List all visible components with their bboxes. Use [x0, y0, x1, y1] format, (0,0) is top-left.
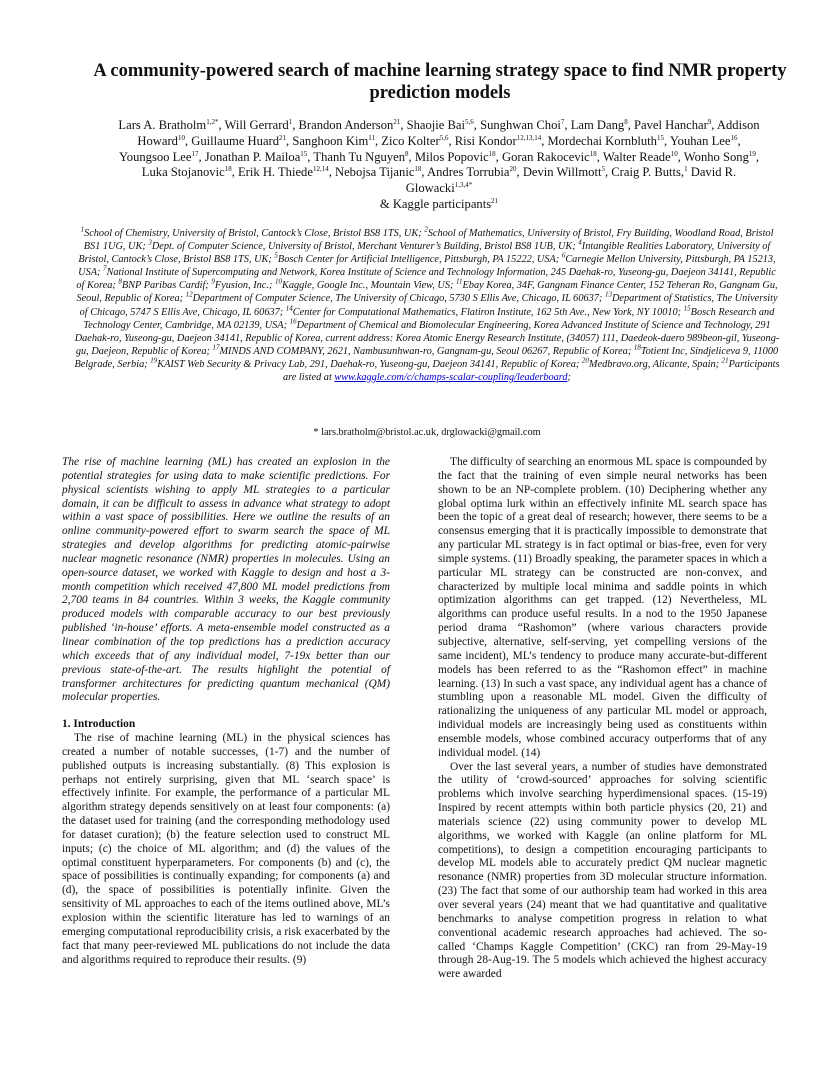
- author-name: Addison Howard: [137, 118, 760, 148]
- affil-sup: 10: [274, 277, 282, 286]
- affil-sup: 6: [561, 251, 566, 260]
- leaderboard-link[interactable]: www.kaggle.com/c/champs-scalar-coupling/leaderboard: [334, 372, 568, 384]
- author-name: David R. Glowacki: [405, 165, 737, 196]
- author-affil-sup: 18: [488, 149, 496, 158]
- author-name: Pavel Hanchar: [634, 118, 708, 132]
- author-affil-sup: 18: [414, 165, 422, 174]
- author-name: Milos Popovic: [414, 149, 489, 164]
- author-affil-sup: 8: [405, 149, 409, 158]
- author-name: Sunghwan Choi: [480, 118, 561, 132]
- author-affil-sup: 17: [191, 149, 199, 158]
- affil-sup: 15: [683, 304, 691, 313]
- affil-sup: 20: [581, 356, 589, 365]
- paper-title: A community-powered search of machine learning strategy space to find NMR property prediction models: [93, 61, 787, 103]
- affil-text: Carnegie Mellon University, Pittsburgh, PA 15213, USA;: [78, 254, 776, 279]
- affil-sup: 11: [456, 277, 463, 286]
- affil-sup: 21: [721, 356, 729, 365]
- affil-text: BNP Paribas Cardif;: [121, 280, 212, 292]
- author-name: Andres Torrubia: [427, 165, 510, 180]
- author-name: Goran Rakocevic: [501, 149, 590, 164]
- affil-sup: 4: [578, 238, 582, 247]
- author-affil-sup: 12,14: [312, 165, 329, 174]
- author-name: Zico Kolter: [381, 133, 440, 148]
- affil-text: Bosch Center for Artificial Intelligence, Pittsburgh, PA 15222, USA;: [277, 254, 562, 266]
- affil-sup: 12: [185, 291, 193, 300]
- author-affil-sup: 10: [670, 149, 678, 158]
- affil-sup: 9: [211, 277, 215, 286]
- author-affil-sup: 18: [224, 165, 232, 174]
- affil-sup: 17: [212, 343, 220, 352]
- affil-text: Totient Inc, Sindjeliceva 9, 11000 Belgrade, Serbia;: [74, 345, 779, 370]
- author-name: Brandon Anderson: [298, 118, 394, 132]
- author-name: Mordechai Kornbluth: [547, 133, 657, 148]
- author-affil-sup: 1: [288, 117, 293, 126]
- affil-sup: 18: [633, 343, 641, 352]
- corresponding-email: * lars.bratholm@bristol.ac.uk, drglowacki@gmail.com: [313, 427, 541, 438]
- author-affil-sup: 1: [684, 165, 688, 174]
- author-affil-sup: 21: [393, 117, 401, 126]
- author-name: Nebojsa Tijanic: [335, 165, 415, 180]
- author-list: [112, 118, 766, 213]
- affil-sup: 13: [604, 291, 612, 300]
- author-name: Thanh Tu Nguyen: [313, 149, 406, 164]
- author-name: Lars A. Bratholm: [118, 118, 207, 132]
- right-paragraph-1: The difficulty of searching an enormous ML space is compounded by the fact that the training of even simple neural networks has been shown to be an NP-complete problem. (10) Deciphering whether any global optima lurk within an effectively infinite ML search space has been the topic of a great deal of research; however, there seems to be a consensus emerging that it is practically impossible to demonstrate that any particular ML strategy is in fact optimal or bias-free, even for very simple systems. (11) Broadly speaking, the parameter spaces in which a particular ML strategy can be constructed are non-convex, and characterized by multiple local minima and saddle points in which optimization algorithms can get trapped. (12) Nevertheless, ML algorithms can produce useful results. In a nod to the 1950 Japanese period drama “Rashomon” (where various characters provide subjective, alternative, self-serving, yet compelling versions of the same incident), ML’s tendency to produce many accurate-but-different models has been referred to as the “Rashomon effect” in machine learning. (13) In such a vast space, any individual agent has a chance of stumbling upon a reasonable ML model. Given the difficulty of rationalizing the uniqueness of any particular ML model or approach, individual models are increasingly being used as constituents within ensemble models, whose combined accuracy outperforms that of any individual model. (14): [438, 456, 767, 759]
- right-paragraph-2: Over the last several years, a number of studies have demonstrated the utility of ‘crowd-sourced’ approaches for solving scientific problems which involve searching hyperdimensional spaces. (15-19) Inspired by recent attempts within both particle physics (20, 21) and materials science (22) using community power to develop ML algorithms, we worked with Kaggle (an online platform for ML competitions), to design a competition encouraging participants to develop ML models able to accurately predict QM nuclear magnetic resonance (NMR) properties from 3D molecular structure information. (23) The fact that some of our authorship team had worked in this area over several years (24) meant that we had quantitative and qualitative benchmarks to analyse competition progress in relation to what conventional academic research approaches had achieved. The so-called ‘Champs Kaggle Competition’ (CKC) ran from 29-May-19 through 28-Aug-19. The 5 models which achieved the highest accuracy were awarded: [438, 760, 767, 981]
- author-name: Youhan Lee: [669, 133, 731, 148]
- author-affil-sup: 21: [279, 133, 287, 142]
- author-affil-sup: 5,6: [439, 133, 449, 142]
- authors-tail-sup: 21: [491, 196, 499, 205]
- affil-text: Department of Chemical and Biomolecular Engineering, Korea Advanced Institute of Science and Technology, 291 Daehak-ro, Yuseong-gu, Daejeon 34141, Republic of Korea, current address: Korea Atomic Energy Research Institute, (34057) 111, Daedeok-daero 989beon-gil, Yuseong-gu, Daejeon, Republic of Korea;: [74, 319, 780, 357]
- author-name: Shaojie Bai: [406, 118, 466, 132]
- author-affil-sup: 8: [624, 117, 628, 126]
- author-affil-sup: 10: [177, 133, 185, 142]
- affil-text: School of Mathematics, University of Bristol, Fry Building, Woodland Road, Bristol BS1 1UG, UK;: [83, 228, 774, 253]
- author-name: Risi Kondor: [454, 133, 517, 148]
- affil-sup: 7: [103, 264, 107, 273]
- affil-sup: 2: [424, 225, 428, 234]
- affil-text: Medbravo.org, Alicante, Spain;: [588, 358, 722, 370]
- author-name: Sanghoon Kim: [292, 133, 369, 148]
- author-name: Walter Reade: [602, 149, 671, 164]
- author-name: Jonathan P. Mailoa: [204, 149, 301, 164]
- author-affil-sup: 7: [560, 117, 565, 126]
- affil-text: Participants are listed at: [283, 358, 780, 384]
- affil-text: Center for Computational Mathematics, Flatiron Institute, 162 5th Ave., New York, NY 10010;: [292, 306, 684, 318]
- authors-inline: Lars A. Bratholm$^{1,2*}$, Will Gerrard$^1$, Brandon Anderson$^{21}$, Shaojie Bai$^{5,6}$, Sunghwan Choi$^7$, Lam Dang$^8$, Pavel Hanchar$^9$, Addison Howard$^{10}$, Guillaume Huard$^{21}$, Sanghoon Kim$^{11}$, Zico Kolter$^{5,6}$, Risi Kondor$^{12,13,14}$, Mordechai Kornbluth$^{15}$, Youhan Lee$^{16}$, Youngsoo Lee$^{17}$, Jonathan P. Mailoa$^{15}$, Thanh Tu Nguyen$^8$, Milos Popovic$^{18}$, Goran Rakocevic$^{18}$, Walter Reade$^{10}$, Wonho Song$^{19}$, Luka Stojanovic$^{18}$, Erik H. Thiede$^{12,14}$, Nebojsa Tijanic$^{18}$, Andres Torrubia$^{20}$, Devin Willmott$^5$, Craig P. Butts,$^1$ David R. Glowacki$^{1,3,4*}$: [118, 117, 760, 196]
- author-affil-sup: 1,2*: [206, 117, 219, 126]
- affil-text: Ebay Korea, 34F, Gangnam Finance Center, 152 Teheran Ro, Gangnam Gu, Seoul, Republic of Korea;: [76, 280, 778, 305]
- author-affil-sup: 15: [300, 149, 308, 158]
- author-affil-sup: 12,13,14: [516, 133, 542, 142]
- affil-text: Bosch Research and Technology Center, Cambridge, MA 02139, USA;: [83, 306, 775, 331]
- affil-text: Kaggle, Google Inc., Mountain View, US;: [281, 280, 457, 292]
- author-name: Craig P. Butts,: [611, 165, 685, 180]
- affil-text: MINDS AND COMPANY, 2621, Nambusunhwan-ro, Gangnam-gu, Seoul 06267, Republic of Korea;: [219, 345, 634, 357]
- affil-text: National Institute of Supercomputing and Network, Korea Institute of Science and Technology Information, 245 Daehak-ro, Yuseong-gu, Daejeon 34141, Republic of Korea;: [76, 267, 776, 292]
- affil-text: Department of Computer Science, The University of Chicago, 5730 S Ellis Ave, Chicago, IL 60637;: [192, 293, 605, 305]
- abstract: The rise of machine learning (ML) has created an explosion in the potential strategies for using data to make scientific predictions. For physical scientists wishing to apply ML strategies to a particular domain, it can be difficult to assess in advance what strategy to adopt within a vast space of possibilities. Here we outline the results of an online community-powered effort to swarm search the space of ML strategies and develop algorithms for predicting atomic-pairwise nuclear magnetic resonance (NMR) properties in molecules. Using an open-source dataset, we worked with Kaggle to design and host a 3-month competition which received 47,800 ML model predictions from 2,700 teams in 84 countries. Within 3 weeks, the Kaggle community produced models with comparable accuracy to our best previously published ‘in-house’ efforts. A meta-ensemble model constructed as a linear combination of the top predictions has a prediction accuracy which exceeds that of any individual model, 7-19x better than our previous state-of-the-art. The results highlight the potential of transformer architectures for predicting quantum mechanical (QM) molecular properties.: [62, 456, 390, 704]
- affil-text: School of Chemistry, University of Bristol, Cantock’s Close, Bristol BS8 1TS, UK;: [84, 228, 425, 239]
- affiliations: [74, 227, 780, 384]
- affil-sup: 19: [150, 356, 158, 365]
- author-affil-sup: 9: [707, 117, 712, 126]
- affil-sup: 3: [148, 238, 152, 247]
- right-column: [438, 456, 767, 982]
- author-name: Erik H. Thiede: [237, 165, 313, 180]
- author-name: Youngsoo Lee: [118, 149, 192, 164]
- affil-text: KAIST Web Security & Privacy Lab, 291, Daehak-ro, Yuseong-gu, Daejeon 34141, Republic of Korea;: [157, 358, 582, 370]
- section-heading: 1. Introduction: [62, 718, 136, 731]
- affil-sup: 16: [289, 317, 297, 326]
- author-affil-sup: 20: [509, 165, 517, 174]
- affil-sup: 1: [80, 225, 85, 234]
- author-affil-sup: 19: [748, 149, 756, 158]
- left-column: [62, 456, 390, 967]
- author-affil-sup: 5,6: [465, 117, 474, 126]
- author-affil-sup: 16: [730, 133, 738, 142]
- affil-text: Department of Statistics, The University of Chicago, 5747 S Ellis Ave, Chicago, IL 60637;: [79, 293, 778, 318]
- author-name: Guillaume Huard: [191, 133, 280, 148]
- author-name: Will Gerrard: [224, 118, 289, 132]
- author-affil-sup: 18: [589, 149, 597, 158]
- author-affil-sup: 11: [368, 133, 375, 142]
- author-name: Devin Willmott: [522, 165, 602, 180]
- author-name: Luka Stojanovic: [141, 165, 225, 180]
- author-name: Wonho Song: [683, 149, 749, 164]
- author-affil-sup: 1,3,4*: [454, 181, 473, 189]
- authors-tail: & Kaggle participants: [379, 196, 492, 211]
- intro-paragraph-1: The rise of machine learning (ML) in the physical sciences has created a number of notable successes, (1-7) and the number of published outputs is increasing substantially. (8) This explosion is perhaps not entirely surprising, given that ML ‘search space’ is effectively infinite. For example, the performance of a particular ML algorithm strategy depends sensitively on at least four components: (a) the dataset used for training (and the corresponding methodology used for dataset curation); (b) the feature selection used to construct ML inputs; (c) the choice of ML algorithm; and (d) the values of the optimal constituent hyperparameters. For components (b) and (c), the space of possibilities is continually expanding; for components (a) and (d), the space of possibilities is potentially infinite. Given the sensitivity of ML approaches to each of the items outlined above, ML’s explosion within the scientific literature has led to warnings of an emerging computational reproducibility crisis, a risk exacerbated by the fact that many peer-reviewed ML publications do not include the data and algorithms required to reproduce their results. (9): [62, 732, 390, 966]
- author-affil-sup: 15: [656, 133, 664, 142]
- affil-link-tail: ;: [567, 372, 571, 384]
- affil-sup: 14: [285, 304, 293, 313]
- author-name: Lam Dang: [570, 118, 625, 132]
- affiliation-list: [74, 225, 780, 384]
- affil-text: Dept. of Computer Science, University of Bristol, Merchant Venturer’s Building, Bristol BS8 1UB, UK;: [151, 241, 579, 253]
- affil-text: Fyusion, Inc.;: [214, 280, 275, 292]
- affil-sup: 8: [118, 277, 122, 286]
- author-affil-sup: 5: [601, 165, 605, 174]
- affil-sup: 5: [274, 251, 278, 260]
- affil-text: Intangible Realities Laboratory, University of Bristol, Cantock’s Close, Bristol BS8 1TS, UK;: [78, 241, 771, 266]
